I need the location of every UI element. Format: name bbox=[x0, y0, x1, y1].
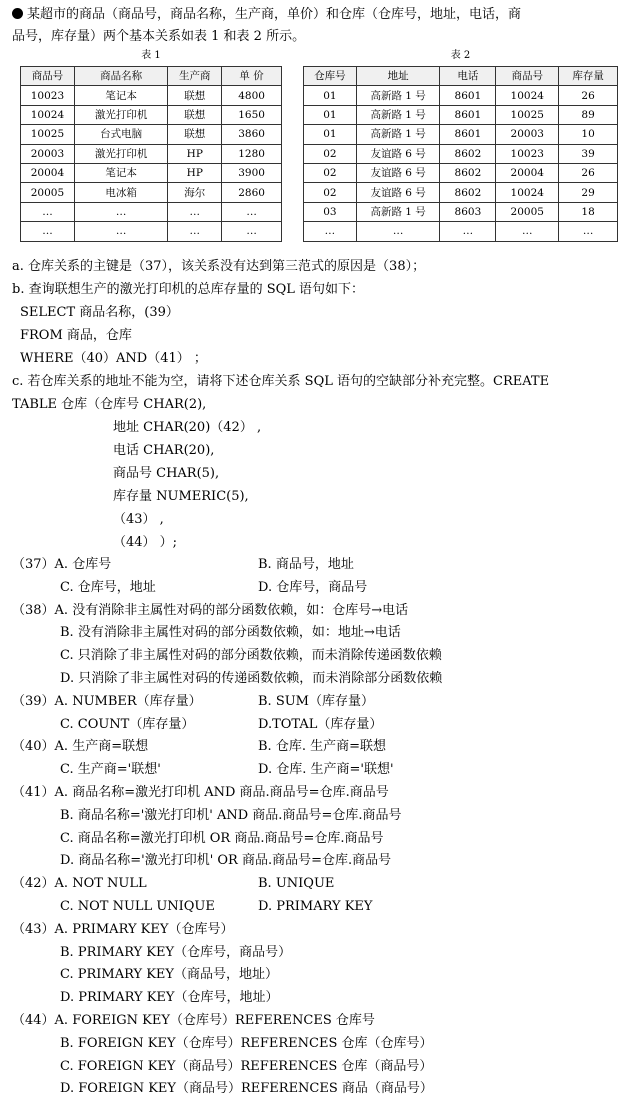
table2-cell: 8601 bbox=[440, 105, 496, 124]
table2-cell: … bbox=[356, 222, 440, 241]
table2-cell: 20004 bbox=[496, 163, 559, 182]
table1-cell: 10025 bbox=[21, 125, 75, 144]
table2-cell: 8602 bbox=[440, 144, 496, 163]
bullet-icon bbox=[12, 8, 23, 19]
table2-cell: 26 bbox=[559, 86, 618, 105]
table2-row bbox=[304, 105, 618, 124]
table2-cell: 02 bbox=[304, 163, 357, 182]
option-left: C. PRIMARY KEY（商品号，地址） bbox=[60, 967, 279, 983]
table1-cell: 4800 bbox=[222, 86, 282, 105]
table2-cell: 8601 bbox=[440, 86, 496, 105]
table1-cell: … bbox=[222, 202, 282, 221]
table2-row bbox=[304, 202, 618, 221]
table1-cell: 10023 bbox=[21, 86, 75, 105]
option-right: D. PRIMARY KEY bbox=[258, 899, 373, 914]
table1-cell: 台式电脑 bbox=[74, 125, 168, 144]
table2-cell: … bbox=[559, 222, 618, 241]
table2-body bbox=[304, 86, 618, 241]
table2-row bbox=[304, 144, 618, 163]
table2-row bbox=[304, 86, 618, 105]
table1-cell: 20005 bbox=[21, 183, 75, 202]
table2-cell: 03 bbox=[304, 202, 357, 221]
body-line: WHERE（40）AND（41） ； bbox=[20, 351, 207, 366]
table1-cell: 3900 bbox=[222, 163, 282, 182]
table1-cell: 笔记本 bbox=[74, 86, 168, 105]
table2-cell: 8602 bbox=[440, 163, 496, 182]
table1-cell: … bbox=[168, 202, 222, 221]
option-left: C. FOREIGN KEY（商品号）REFERENCES 仓库（商品号） bbox=[60, 1058, 433, 1074]
option-right: B. SUM（库存量） bbox=[258, 693, 374, 709]
table1-row bbox=[21, 222, 282, 241]
table2-cell: 8601 bbox=[440, 125, 496, 144]
table2-cell: 友谊路 6 号 bbox=[356, 144, 440, 163]
table1-cell: 10024 bbox=[21, 105, 75, 124]
table2-cell: 29 bbox=[559, 183, 618, 202]
option-left: （37）A. 仓库号 bbox=[12, 557, 112, 572]
intro-line-1 bbox=[12, 6, 521, 24]
table1-row bbox=[21, 183, 282, 202]
option-right: D.TOTAL（库存量） bbox=[258, 716, 383, 732]
table1-header-cell: 商品号 bbox=[21, 67, 75, 86]
option-left: C. COUNT（库存量） bbox=[60, 716, 195, 732]
body-line: 电话 CHAR(20), bbox=[113, 443, 215, 458]
option-left: C. 商品名称=激光打印机 OR 商品.商品号=仓库.商品号 bbox=[60, 830, 384, 846]
table2-cell: 26 bbox=[559, 163, 618, 182]
table1 bbox=[20, 66, 282, 242]
table1-cell: 联想 bbox=[168, 125, 222, 144]
body-line: 商品号 CHAR(5), bbox=[113, 466, 220, 481]
option-left: （39）A. NUMBER（库存量） bbox=[12, 693, 202, 709]
option-right: B. 商品号，地址 bbox=[258, 557, 354, 572]
body-line: 地址 CHAR(20)（42） , bbox=[113, 420, 262, 435]
option-left: B. FOREIGN KEY（仓库号）REFERENCES 仓库（仓库号） bbox=[60, 1035, 433, 1051]
option-right: B. 仓库. 生产商=联想 bbox=[258, 739, 386, 755]
table2-cell: 18 bbox=[559, 202, 618, 221]
table1-cell: … bbox=[168, 222, 222, 241]
option-right: B. UNIQUE bbox=[258, 876, 335, 892]
body-line: （43） , bbox=[113, 512, 164, 527]
table1-cell: HP bbox=[168, 144, 222, 163]
table1-row bbox=[21, 125, 282, 144]
option-left: C. 只消除了非主属性对码的部分函数依赖，而未消除传递函数依赖 bbox=[60, 648, 442, 664]
table2-cell: … bbox=[496, 222, 559, 241]
table2-cell: 8602 bbox=[440, 183, 496, 202]
table2-row bbox=[304, 183, 618, 202]
option-right: D. 仓库. 生产商='联想' bbox=[258, 762, 394, 778]
table2-cell: 10024 bbox=[496, 86, 559, 105]
table2 bbox=[303, 66, 618, 242]
table2-row bbox=[304, 163, 618, 182]
table1-cell: HP bbox=[168, 163, 222, 182]
table2-cell: 8603 bbox=[440, 202, 496, 221]
table1-row bbox=[21, 144, 282, 163]
table2-cell: 20003 bbox=[496, 125, 559, 144]
table1-cell: 20004 bbox=[21, 163, 75, 182]
table1-cell: … bbox=[21, 202, 75, 221]
option-left: C. NOT NULL UNIQUE bbox=[60, 899, 215, 914]
table2-cell: 10 bbox=[559, 125, 618, 144]
table1-row bbox=[21, 202, 282, 221]
option-left: （42）A. NOT NULL bbox=[12, 876, 147, 892]
table2-header-cell: 商品号 bbox=[496, 67, 559, 86]
table1-row bbox=[21, 86, 282, 105]
table2-cell: 89 bbox=[559, 105, 618, 124]
table1-header-cell: 单 价 bbox=[222, 67, 282, 86]
body-line: c. 若仓库关系的地址不能为空，请将下述仓库关系 SQL 语句的空缺部分补充完整。CREATE bbox=[12, 374, 550, 389]
body-line: （44） ）; bbox=[113, 535, 178, 550]
table2-cell: … bbox=[304, 222, 357, 241]
table1-cell: 2860 bbox=[222, 183, 282, 202]
table1-cell: 电冰箱 bbox=[74, 183, 168, 202]
option-left: （43）A. PRIMARY KEY（仓库号） bbox=[12, 921, 234, 937]
option-left: B. 商品名称='激光打印机' AND 商品.商品号=仓库.商品号 bbox=[60, 807, 402, 823]
table1-cell: 联想 bbox=[168, 105, 222, 124]
body-line: a. 仓库关系的主键是（37），该关系没有达到第三范式的原因是（38）； bbox=[12, 259, 426, 274]
option-left: B. 没有消除非主属性对码的部分函数依赖，如：地址→电话 bbox=[60, 625, 401, 641]
table2-cell: 02 bbox=[304, 144, 357, 163]
table1-cell: 激光打印机 bbox=[74, 144, 168, 163]
table2-cell: 39 bbox=[559, 144, 618, 163]
option-left: C. 仓库号，地址 bbox=[60, 579, 156, 595]
table1-cell: … bbox=[222, 222, 282, 241]
table1-cell: 激光打印机 bbox=[74, 105, 168, 124]
table2-cell: 20005 bbox=[496, 202, 559, 221]
option-left: （41）A. 商品名称=激光打印机 AND 商品.商品号=仓库.商品号 bbox=[12, 785, 389, 800]
table2-cell: 02 bbox=[304, 183, 357, 202]
table1-header-cell: 生产商 bbox=[168, 67, 222, 86]
table2-cell: 高新路 1 号 bbox=[356, 202, 440, 221]
table2-cell: 高新路 1 号 bbox=[356, 86, 440, 105]
body-line: TABLE 仓库（仓库号 CHAR(2), bbox=[12, 397, 207, 412]
table2-cell: 高新路 1 号 bbox=[356, 125, 440, 144]
table2-header-cell: 仓库号 bbox=[304, 67, 357, 86]
table2-cell: … bbox=[440, 222, 496, 241]
table2-header-cell: 库存量 bbox=[559, 67, 618, 86]
option-left: D. PRIMARY KEY（仓库号，地址） bbox=[60, 990, 279, 1006]
table2-row bbox=[304, 222, 618, 241]
table1-cell: 海尔 bbox=[168, 183, 222, 202]
intro-line-2: 品号，库存量）两个基本关系如表 1 和表 2 所示。 bbox=[12, 29, 306, 44]
table1-header-cell: 商品名称 bbox=[74, 67, 168, 86]
table1-cell: … bbox=[74, 202, 168, 221]
table2-cell: 10025 bbox=[496, 105, 559, 124]
option-right: D. 仓库号，商品号 bbox=[258, 579, 368, 595]
table2-header-cell: 电话 bbox=[440, 67, 496, 86]
table1-cell: 1280 bbox=[222, 144, 282, 163]
table2-cell: 高新路 1 号 bbox=[356, 105, 440, 124]
table2-cell: 01 bbox=[304, 86, 357, 105]
table2-row bbox=[304, 125, 618, 144]
option-left: D. 只消除了非主属性对码的传递函数依赖，而未消除部分函数依赖 bbox=[60, 671, 443, 686]
table2-cell: 友谊路 6 号 bbox=[356, 183, 440, 202]
body-line: SELECT 商品名称，(39） bbox=[20, 305, 179, 320]
table2-cell: 友谊路 6 号 bbox=[356, 163, 440, 182]
table1-cell: 3860 bbox=[222, 125, 282, 144]
option-left: （38）A. 没有消除非主属性对码的部分函数依赖，如：仓库号→电话 bbox=[12, 602, 409, 618]
table2-header-cell: 地址 bbox=[356, 67, 440, 86]
table2-header-row bbox=[304, 67, 618, 86]
option-left: （44）A. FOREIGN KEY（仓库号）REFERENCES 仓库号 bbox=[12, 1013, 375, 1028]
intro-text-1: 某超市的商品（商品号，商品名称，生产商，单价）和仓库（仓库号，地址，电话，商 bbox=[27, 7, 522, 22]
option-left: D. 商品名称='激光打印机' OR 商品.商品号=仓库.商品号 bbox=[60, 853, 392, 869]
option-left: C. 生产商='联想' bbox=[60, 762, 161, 778]
option-left: （40）A. 生产商=联想 bbox=[12, 739, 149, 755]
table1-body bbox=[21, 86, 282, 241]
table1-cell: 20003 bbox=[21, 144, 75, 163]
table1-header-row bbox=[21, 67, 282, 86]
table2-cell: 10024 bbox=[496, 183, 559, 202]
table1-row bbox=[21, 105, 282, 124]
table2-cell: 01 bbox=[304, 105, 357, 124]
table1-row bbox=[21, 163, 282, 182]
body-line: b. 查询联想生产的激光打印机的总库存量的 SQL 语句如下： bbox=[12, 282, 365, 297]
table1-cell: 1650 bbox=[222, 105, 282, 124]
body-line: FROM 商品，仓库 bbox=[20, 328, 132, 343]
table2-caption: 表 2 bbox=[450, 50, 471, 61]
table1-cell: 笔记本 bbox=[74, 163, 168, 182]
option-left: D. FOREIGN KEY（商品号）REFERENCES 商品（商品号） bbox=[60, 1081, 433, 1097]
table1-cell: … bbox=[74, 222, 168, 241]
table1-caption: 表 1 bbox=[141, 50, 161, 61]
table1-cell: 联想 bbox=[168, 86, 222, 105]
body-line: 库存量 NUMERIC(5), bbox=[113, 489, 249, 504]
option-left: B. PRIMARY KEY（仓库号，商品号） bbox=[60, 944, 292, 960]
table2-cell: 01 bbox=[304, 125, 357, 144]
table2-cell: 10023 bbox=[496, 144, 559, 163]
table1-cell: … bbox=[21, 222, 75, 241]
